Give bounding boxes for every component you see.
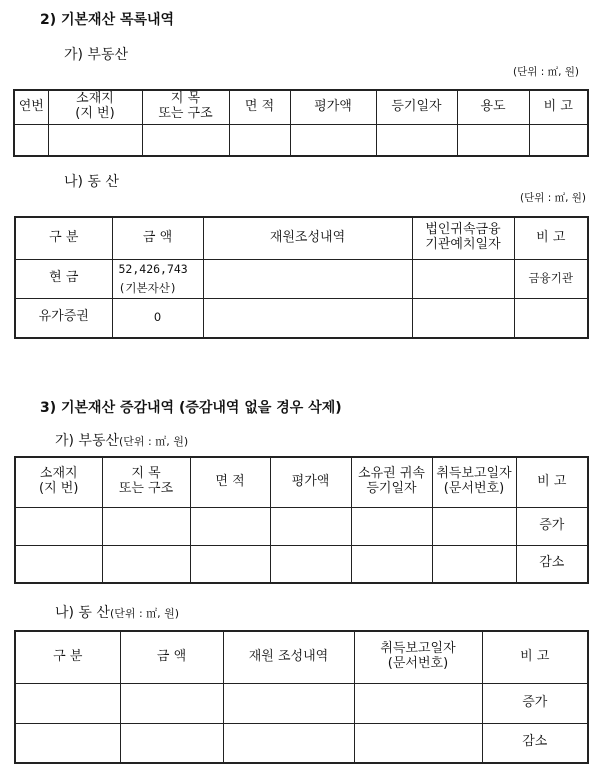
section3-realestate-unit: (단위 : ㎡, 원) [119, 435, 189, 448]
cell [270, 545, 351, 583]
header-cell: 취득보고일자 (문서번호) [354, 631, 482, 683]
header-cell: 금 액 [120, 631, 223, 683]
header-cell: 비 고 [514, 217, 588, 259]
header-cell: 소재지 (지 번) [48, 90, 142, 124]
cell-amount: 52,426,743 (기본자산) [112, 259, 203, 298]
cell [432, 545, 516, 583]
section3-movable-table [14, 630, 589, 764]
cell [351, 545, 432, 583]
cell-note: 감소 [516, 545, 588, 583]
section2-movable-table [14, 216, 589, 339]
cell [270, 507, 351, 545]
cell [15, 507, 102, 545]
cell [15, 683, 120, 723]
table-row [15, 507, 588, 545]
header-cell: 소재지 (지 번) [15, 457, 102, 507]
table-row [15, 723, 588, 763]
section2-movable-unit: (단위 : ㎡, 원) [519, 192, 586, 204]
cell [229, 124, 290, 156]
cell-source [203, 298, 412, 338]
cell [120, 683, 223, 723]
section3-heading: 3) 기본재산 증감내역 (증감내역 없을 경우 삭제) [40, 400, 342, 416]
cell [354, 683, 482, 723]
cell-type: 현 금 [15, 259, 112, 298]
header-cell: 평가액 [290, 90, 376, 124]
section2-movable-title: 나) 동 산 [64, 174, 119, 190]
header-cell: 용도 [457, 90, 529, 124]
table-row [15, 545, 588, 583]
header-cell: 지 목 또는 구조 [142, 90, 229, 124]
cell [120, 723, 223, 763]
cell [432, 507, 516, 545]
header-cell: 연번 [14, 90, 48, 124]
header-cell: 재원 조성내역 [223, 631, 354, 683]
header-cell: 면 적 [229, 90, 290, 124]
cell [190, 507, 270, 545]
table-row [15, 259, 588, 298]
cell [142, 124, 229, 156]
section2-heading: 2) 기본재산 목록내역 [40, 12, 175, 28]
cell [457, 124, 529, 156]
cell [14, 124, 48, 156]
cell-amount: 0 [112, 298, 203, 338]
cell-date [412, 298, 514, 338]
cell-note [514, 298, 588, 338]
section3-movable-title-wrap [55, 602, 179, 622]
cell-date [412, 259, 514, 298]
cell [223, 723, 354, 763]
cell [376, 124, 457, 156]
cell-note: 증가 [516, 507, 588, 545]
section3-movable-unit: (단위 : ㎡, 원) [109, 607, 180, 620]
header-cell: 소유권 귀속 등기일자 [351, 457, 432, 507]
header-cell: 비 고 [529, 90, 588, 124]
header-cell: 평가액 [270, 457, 351, 507]
cell [48, 124, 142, 156]
cell [223, 683, 354, 723]
header-cell: 금 액 [112, 217, 203, 259]
table-row [14, 124, 588, 156]
header-cell: 구 분 [15, 217, 112, 259]
cell-note: 금융기관 [514, 259, 588, 298]
header-cell: 구 분 [15, 631, 120, 683]
header-cell: 지 목 또는 구조 [102, 457, 190, 507]
section3-realestate-title: 가) 부동산 [55, 433, 120, 449]
cell [354, 723, 482, 763]
section3-realestate-title-wrap [55, 430, 188, 450]
table-row [15, 298, 588, 338]
header-cell: 비 고 [516, 457, 588, 507]
cell-note: 감소 [482, 723, 588, 763]
cell [102, 545, 190, 583]
cell [190, 545, 270, 583]
section3-realestate-table [14, 456, 589, 584]
header-cell: 취득보고일자 (문서번호) [432, 457, 516, 507]
cell-source [203, 259, 412, 298]
section2-realestate-unit: (단위 : ㎡, 원) [512, 66, 579, 78]
section3-movable-title: 나) 동 산 [55, 605, 110, 621]
cell [529, 124, 588, 156]
section2-realestate-title: 가) 부동산 [64, 47, 129, 63]
cell [351, 507, 432, 545]
header-cell: 등기일자 [376, 90, 457, 124]
cell [15, 545, 102, 583]
table-header-row [15, 631, 588, 683]
cell [290, 124, 376, 156]
header-cell: 재원조성내역 [203, 217, 412, 259]
cell-type: 유가증권 [15, 298, 112, 338]
section2-realestate-table [13, 89, 589, 157]
header-cell: 법인귀속금융 기관예치일자 [412, 217, 514, 259]
table-header-row [15, 217, 588, 259]
table-header-row [15, 457, 588, 507]
cell-note: 증가 [482, 683, 588, 723]
cell [15, 723, 120, 763]
table-row [15, 683, 588, 723]
table-header-row [14, 90, 588, 124]
header-cell: 비 고 [482, 631, 588, 683]
cell [102, 507, 190, 545]
header-cell: 면 적 [190, 457, 270, 507]
